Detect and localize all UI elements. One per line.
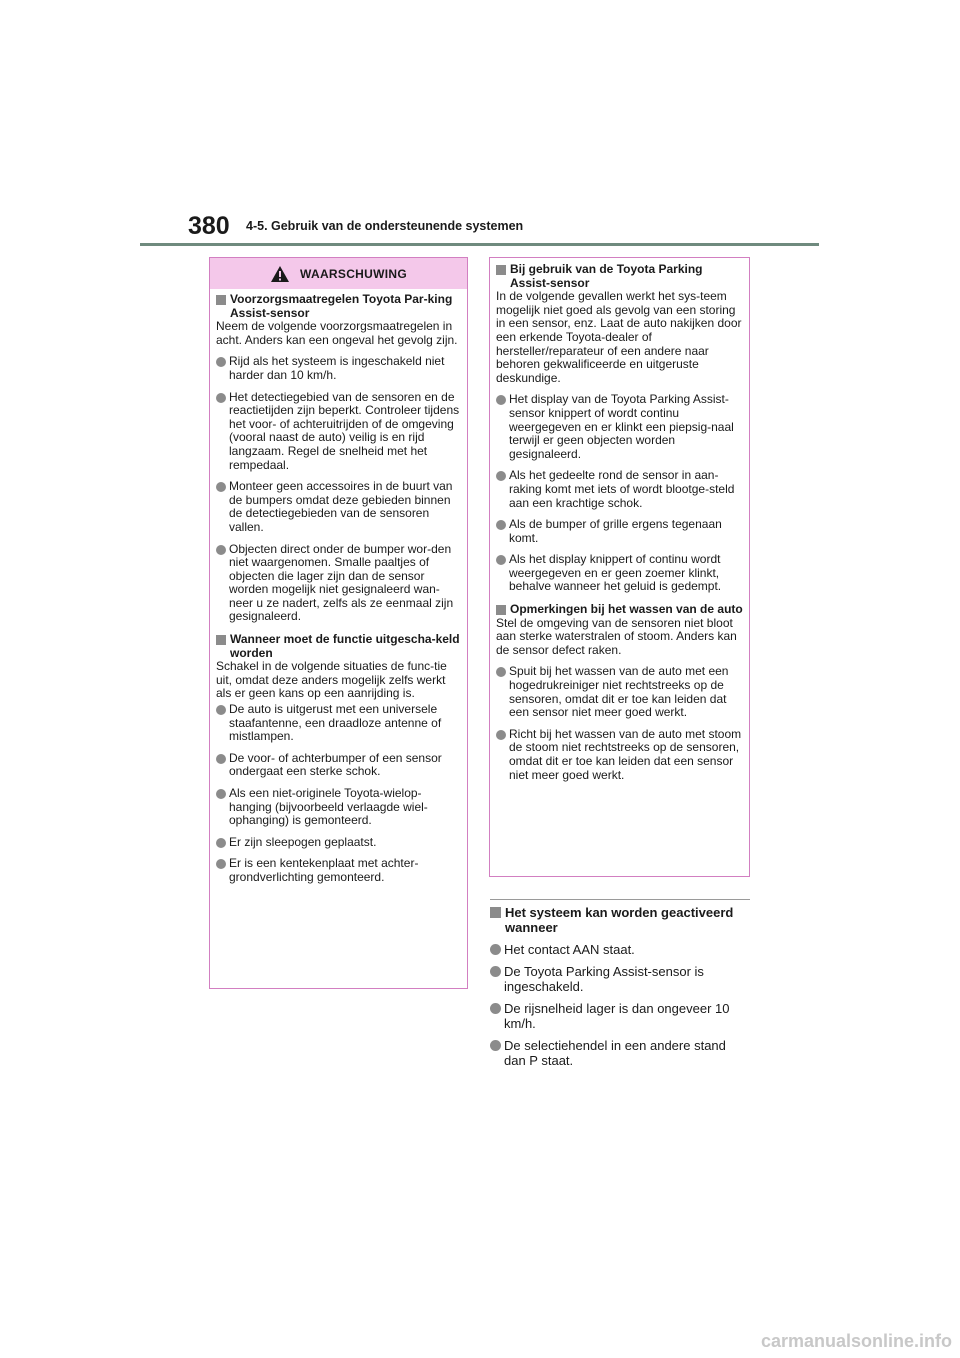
round-bullet-icon <box>216 482 226 492</box>
list-item <box>496 518 743 545</box>
warning-triangle-icon <box>270 265 290 283</box>
notice-section-washing <box>496 603 743 782</box>
round-bullet-icon <box>216 754 226 764</box>
list-item-text: De auto is uitgerust met een universele staafantenne, een draadloze antenne of mistlampen. <box>229 702 442 744</box>
round-bullet-icon <box>216 357 226 367</box>
list-item-text: Objecten direct onder de bumper wor-den niet waargenomen. Smalle paaltjes of objecten die lager zijn dan de sensor worden mogelijk niet gesignaleerd wan-neer u ze nadert, zelfs als ze eenmaal zijn gesignaleerd. <box>229 541 454 624</box>
list-item-text: De rijsnelheid lager is dan ongeveer 10 km/h. <box>504 1001 730 1031</box>
list-item <box>216 752 461 779</box>
square-bullet-icon <box>216 635 226 645</box>
list-item <box>216 543 461 625</box>
round-bullet-icon <box>496 730 506 740</box>
list-item-text: Het detectiegebied van de sensoren en de reactietijden zijn beperkt. Controleer tijdens het voor- of achteruitrijden of de omgeving (vooral naast de auto) veilig is en rijd langzaam. Regel de snelheid met het rempedaal. <box>229 389 460 472</box>
list-item <box>216 480 461 534</box>
section-heading <box>490 905 750 935</box>
list-item <box>216 836 461 850</box>
round-bullet-icon <box>216 705 226 715</box>
warning-label: WAARSCHUWING <box>300 266 407 281</box>
round-bullet-icon <box>496 520 506 530</box>
warning-box <box>209 257 468 989</box>
heading-text: Bij gebruik van de Toyota Parking Assist-sensor <box>510 262 703 290</box>
section-heading <box>216 633 461 660</box>
list-item-text: Als het display knippert of continu wordt weergegeven en er geen zoemer klinkt, behalve wanneer het geluid is gedempt. <box>509 552 722 594</box>
round-bullet-icon <box>216 838 226 848</box>
notice-body <box>490 258 749 782</box>
warning-section-disable <box>216 633 461 885</box>
list-item-text: Richt bij het wassen van de auto met stoom de stoom niet rechtstreeks op de sensoren, omdat dit er toe kan leiden dat een sensor niet meer goed werkt. <box>509 726 742 782</box>
list-item <box>216 787 461 828</box>
list-item-text: Er zijn sleepogen geplaatst. <box>229 834 377 849</box>
section-heading <box>496 263 743 290</box>
heading-text: Wanneer moet de functie uitgescha-keld worden <box>230 632 460 660</box>
section-heading <box>216 293 461 320</box>
list-item <box>496 728 743 782</box>
list-item <box>216 857 461 884</box>
footer-watermark: carmanualsonline.info <box>760 1331 952 1351</box>
list-item <box>490 1038 750 1068</box>
list-item <box>490 1001 750 1031</box>
round-bullet-icon <box>490 966 501 977</box>
list-item <box>490 964 750 994</box>
intro-text: Schakel in de volgende situaties de func-tie uit, omdat deze anders mogelijk zelfs werkt als er geen kans op een aanrijding is. <box>216 659 447 701</box>
list-item <box>496 553 743 594</box>
list-item-text: De Toyota Parking Assist-sensor is ingeschakeld. <box>504 964 704 994</box>
list-item-text: Monteer geen accessoires in de buurt van de bumpers omdat deze gebieden binnen de detectiegebieden van de sensoren vallen. <box>229 479 453 534</box>
square-bullet-icon <box>496 605 506 615</box>
list-item-text: Als de bumper of grille ergens tegenaan komt. <box>509 517 722 545</box>
list-item <box>496 469 743 510</box>
list-item-text: Het contact AAN staat. <box>504 942 635 957</box>
square-bullet-icon <box>490 907 501 918</box>
notice-box <box>489 257 750 877</box>
list-item <box>490 942 750 957</box>
round-bullet-icon <box>496 555 506 565</box>
heading-text: Opmerkingen bij het wassen van de auto <box>510 602 743 617</box>
section-heading <box>496 603 743 617</box>
list-item <box>216 703 461 744</box>
intro-text: In de volgende gevallen werkt het sys-teem mogelijk niet goed als gevolg van een storing in een sensor, enz. Laat de auto nakijken door een erkende Toyota-dealer of hersteller/reparateur of een andere naar behoren gekwalificeerde en uitgeruste deskundige. <box>496 289 742 385</box>
list-item <box>496 665 743 719</box>
warning-section-precautions <box>216 293 461 624</box>
list-item <box>216 355 461 382</box>
round-bullet-icon <box>216 789 226 799</box>
list-item-text: Als een niet-originele Toyota-wielop-hanging (bijvoorbeeld verlaagde wiel-ophanging) is gemonteerd. <box>229 786 428 828</box>
list-item-text: Spuit bij het wassen van de auto met een hogedrukreiniger niet rechtstreeks op de sensoren, omdat dit er toe kan leiden dat een sensor niet meer goed werkt. <box>509 664 729 720</box>
activation-section <box>490 905 750 1068</box>
list-item-text: Rijd als het systeem is ingeschakeld niet harder dan 10 km/h. <box>229 354 445 382</box>
section-divider <box>490 899 750 900</box>
section-title: 4-5. Gebruik van de ondersteunende systemen <box>246 219 524 233</box>
heading-text: Het systeem kan worden geactiveerd wanneer <box>505 905 734 935</box>
square-bullet-icon <box>496 265 506 275</box>
header-rule <box>140 243 819 246</box>
intro-text: Neem de volgende voorzorgsmaatregelen in acht. Anders kan een ongeval het gevolg zijn. <box>216 319 458 347</box>
square-bullet-icon <box>216 295 226 305</box>
list-item-text: Als het gedeelte rond de sensor in aan-raking komt met iets of wordt blootge-steld aan een krachtige schok. <box>509 468 735 510</box>
page-number: 380 <box>188 212 230 240</box>
list-item-text: De voor- of achterbumper of een sensor ondergaat een sterke schok. <box>229 750 442 779</box>
list-item <box>216 391 461 473</box>
list-item-text: Er is een kentekenplaat met achter-grondverlichting gemonteerd. <box>229 856 419 884</box>
round-bullet-icon <box>490 944 501 955</box>
intro-text: Stel de omgeving van de sensoren niet bloot aan sterke waterstralen of stoom. Anders kan de sensor defect raken. <box>496 615 737 657</box>
round-bullet-icon <box>216 545 226 555</box>
list-item-text: Het display van de Toyota Parking Assist-sensor knippert of wordt continu weergegeven en er klinkt een piepsig-naal terwijl er geen objecten worden gesignaleerd. <box>509 392 734 461</box>
list-item-text: De selectiehendel in een andere stand dan P staat. <box>504 1038 726 1068</box>
notice-section-usage <box>496 263 743 594</box>
list-item <box>496 393 743 461</box>
heading-text: Voorzorgsmaatregelen Toyota Par-king Assist-sensor <box>230 292 453 320</box>
warning-body <box>210 289 467 885</box>
round-bullet-icon <box>496 395 506 405</box>
round-bullet-icon <box>216 393 226 403</box>
round-bullet-icon <box>490 1003 501 1014</box>
round-bullet-icon <box>216 859 226 869</box>
round-bullet-icon <box>496 471 506 481</box>
round-bullet-icon <box>490 1040 501 1051</box>
warning-header <box>210 258 467 289</box>
round-bullet-icon <box>496 667 506 677</box>
